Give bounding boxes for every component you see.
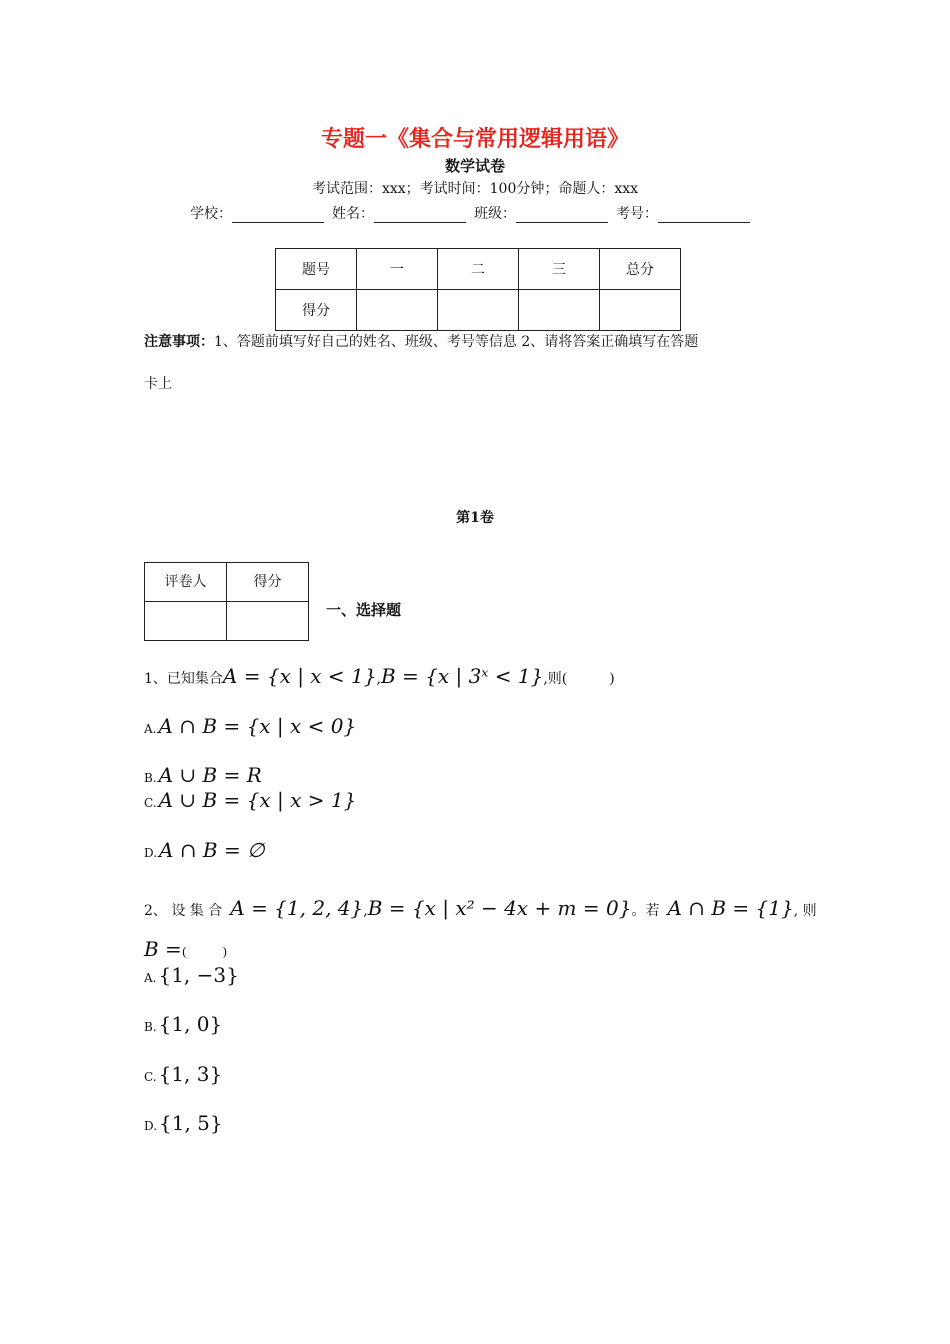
question-2-option-a[interactable] [144,963,239,987]
question-1-option-d[interactable] [144,838,265,862]
option-math: A ∪ B = {x | x > 1} [158,788,357,812]
option-label: D. [144,1119,158,1133]
question-2-set-b: B = {x | x² − 4x + m = 0} [367,896,632,920]
question-1-set-b: B = {x | 3ˣ < 1} [380,664,544,688]
question-2-option-c[interactable] [144,1062,222,1086]
question-1-option-b[interactable] [144,763,262,787]
question-2-separator: , [363,903,368,919]
score-table [275,248,681,331]
option-label: A. [144,971,157,985]
school-label: 学校： [190,206,232,222]
score-cell[interactable] [600,290,681,331]
question-2-paren: ( ) [181,945,228,959]
score-header-cell: 三 [519,249,600,290]
grader-table [144,562,309,641]
question-2-option-b[interactable] [144,1012,222,1036]
option-math: A ∪ B = R [158,763,262,787]
volume-title: 第1卷 [456,510,494,526]
notice-continued: 卡上 [144,376,172,392]
class-blank[interactable] [516,208,608,223]
question-2-number: 2、 设 集 合 [144,903,223,919]
option-math: A ∩ B = {x | x < 0} [158,714,357,738]
option-label: C. [144,1070,157,1084]
exam-meta: 考试范围：xxx；考试时间：100分钟；命题人：xxx [311,181,639,197]
question-1-tail: ,则( ) [543,671,615,687]
score-header-cell: 二 [438,249,519,290]
student-info-row [190,203,758,223]
option-math: {1, −3} [158,963,239,987]
question-2-intersection: A ∩ B = {1} [667,896,794,920]
grader-cell[interactable] [227,602,309,641]
option-math: {1, 3} [158,1062,223,1086]
exam-subtitle: 数学试卷 [444,157,505,175]
option-label: B. [144,1020,157,1034]
exam-number-blank[interactable] [658,208,750,223]
question-2-tail: , 则 [793,903,817,919]
question-2-mid: 。若 [631,903,660,919]
name-blank[interactable] [374,208,466,223]
notice-label: 注意事项： [144,334,214,350]
question-2-set-a: A = {1, 2, 4} [230,896,364,920]
exam-number-label: 考号： [616,206,658,222]
question-1-set-a: A = {x | x < 1} [222,664,377,688]
question-2-b-eq: B = [144,937,182,961]
section-title: 一、选择题 [326,601,402,619]
exam-title: 专题一《集合与常用逻辑用语》 [320,126,629,152]
option-label: B. [144,771,157,785]
score-cell[interactable] [357,290,438,331]
question-1-option-c[interactable] [144,788,356,812]
notice [144,331,698,351]
question-2-stem [144,896,817,920]
option-math: {1, 0} [158,1012,223,1036]
score-header-cell: 一 [357,249,438,290]
question-1-option-a[interactable] [144,714,356,738]
grader-cell[interactable] [145,602,227,641]
option-label: D. [144,846,158,860]
score-row-label: 得分 [276,290,357,331]
grader-header-cell: 得分 [227,563,309,602]
score-cell[interactable] [438,290,519,331]
score-cell[interactable] [519,290,600,331]
grader-header-cell: 评卷人 [145,563,227,602]
option-label: A. [144,722,157,736]
question-1-separator: , [376,671,381,687]
option-math: {1, 5} [159,1111,223,1135]
class-label: 班级： [474,206,516,222]
question-2-stem-line2 [144,937,227,961]
option-math: A ∩ B = ∅ [159,838,265,862]
question-1-number: 1、已知集合 [144,671,223,687]
school-blank[interactable] [232,208,324,223]
question-1-stem [144,664,615,688]
notice-text: 1、答题前填写好自己的姓名、班级、考号等信息 2、请将答案正确填写在答题 [214,334,699,350]
name-label: 姓名： [332,206,374,222]
option-label: C. [144,796,157,810]
question-2-option-d[interactable] [144,1111,223,1135]
score-header-cell: 题号 [276,249,357,290]
score-header-cell: 总分 [600,249,681,290]
